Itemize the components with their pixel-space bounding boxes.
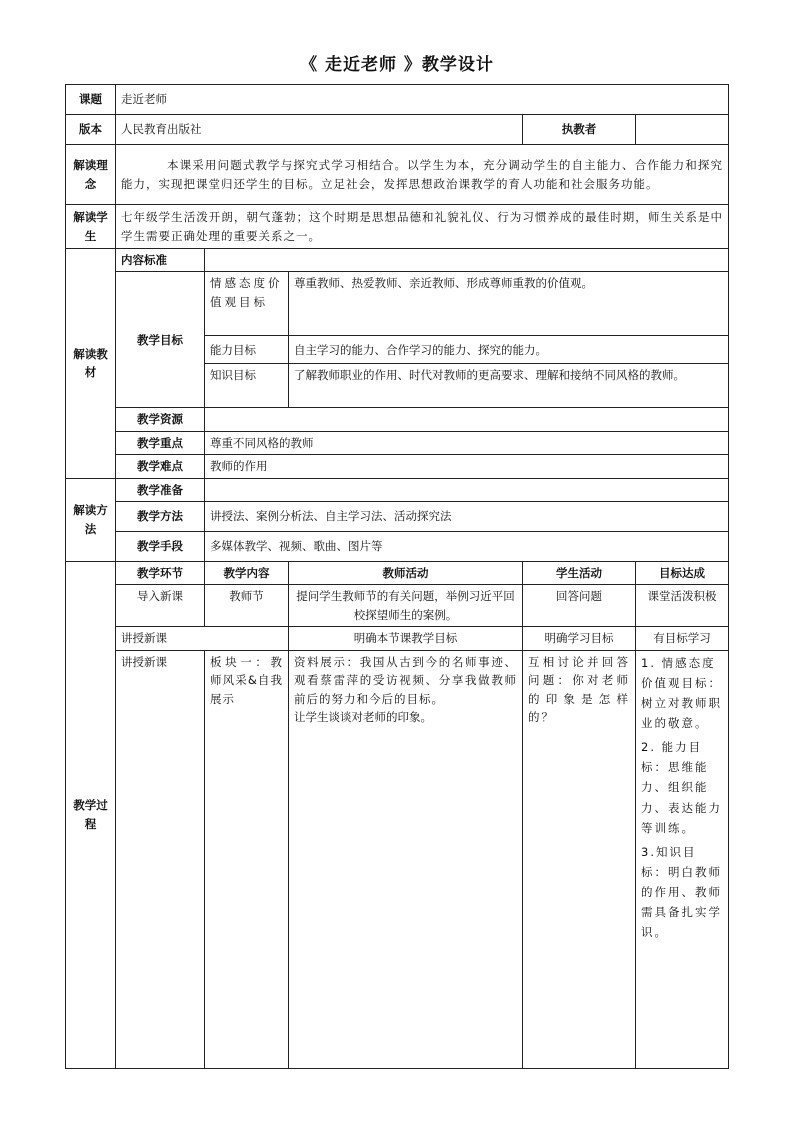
intro-row bbox=[66, 585, 729, 627]
edition-row bbox=[66, 115, 729, 145]
key-point-row bbox=[66, 431, 729, 454]
topic-row bbox=[66, 85, 729, 115]
concept-row bbox=[66, 145, 729, 205]
prep-label: 教学准备 bbox=[116, 478, 205, 501]
topic-label: 课题 bbox=[66, 85, 116, 115]
resources-value bbox=[205, 408, 729, 431]
goal-value-knowledge: 了解教师职业的作用、时代对教师的更高要求、理解和接纳不同风格的教师。 bbox=[289, 364, 729, 408]
goal-name-emotion: 情感态度价值观目标 bbox=[205, 272, 289, 336]
new1-student: 明确学习目标 bbox=[523, 627, 636, 650]
new2-teacher bbox=[289, 650, 523, 1068]
goal-value-ability: 自主学习的能力、合作学习的能力、探究的能力。 bbox=[289, 336, 729, 364]
goal-name-ability: 能力目标 bbox=[205, 336, 289, 364]
new2-goals bbox=[636, 650, 729, 1068]
teacher-label: 执教者 bbox=[523, 115, 636, 145]
header-student: 学生活动 bbox=[523, 561, 636, 584]
teacher-value bbox=[636, 115, 729, 145]
means-value: 多媒体教学、视频、歌曲、图片等 bbox=[205, 531, 729, 561]
new2-teacher-materials: 资料展示：我国从古到今的名师事迹、观看蔡雷萍的受访视频、分享我做教师前后的努力和今后的目标。 bbox=[294, 654, 517, 706]
document-title: 《 走近老师 》教学设计 bbox=[300, 55, 494, 75]
method-value: 讲授法、案例分析法、自主学习法、活动探究法 bbox=[205, 501, 729, 531]
difficulty-label: 教学难点 bbox=[116, 455, 205, 478]
header-teacher: 教师活动 bbox=[289, 561, 523, 584]
intro-teacher: 提问学生教师节的有关问题，举例习近平回校探望师生的案例。 bbox=[289, 585, 523, 627]
new2-stage: 讲授新课 bbox=[116, 650, 205, 1068]
prep-row bbox=[66, 478, 729, 501]
method-row bbox=[66, 501, 729, 531]
edition-value: 人民教育出版社 bbox=[116, 115, 523, 145]
lesson-plan-table bbox=[65, 84, 729, 1069]
students-value: 七年级学生活泼开朗，朝气蓬勃；这个时期是思想品德和礼貌礼仪、行为习惯养成的最佳时期，师生关系是中学生需要正确处理的重要关系之一。 bbox=[116, 205, 729, 249]
new2-student: 互相讨论并回答问题：你对老师的印象是怎样的？ bbox=[523, 650, 636, 1068]
goal-item-ability: 2. 能力目标：思维能力、组织能力、表达能力等训练。 bbox=[641, 740, 722, 835]
materials-label: 解读教材 bbox=[66, 249, 116, 479]
goal-value-emotion: 尊重教师、热爱教师、亲近教师、形成尊师重教的价值观。 bbox=[289, 272, 729, 336]
header-content: 教学内容 bbox=[205, 561, 289, 584]
key-point-value: 尊重不同风格的教师 bbox=[205, 431, 729, 454]
goal-name-knowledge: 知识目标 bbox=[205, 364, 289, 408]
topic-value: 走近老师 bbox=[116, 85, 729, 115]
process-header-row bbox=[66, 561, 729, 584]
intro-student: 回答问题 bbox=[523, 585, 636, 627]
new1-goal: 有目标学习 bbox=[636, 627, 729, 650]
goal-item-knowledge: 3.知识目标：明白教师的作用、教师需具备扎实学识。 bbox=[641, 844, 722, 940]
key-point-label: 教学重点 bbox=[116, 431, 205, 454]
prep-value bbox=[205, 478, 729, 501]
difficulty-value: 教师的作用 bbox=[205, 455, 729, 478]
goal-item-emotion: 1. 情感态度价值观目标：树立对教师职业的敬意。 bbox=[641, 655, 722, 731]
goals-label: 教学目标 bbox=[116, 272, 205, 408]
new2-teacher-prompt: 让学生谈谈对老师的印象。 bbox=[294, 709, 432, 724]
resources-row bbox=[66, 408, 729, 431]
means-label: 教学手段 bbox=[116, 531, 205, 561]
process-label: 教学过程 bbox=[66, 561, 116, 1068]
content-standard-row bbox=[66, 249, 729, 272]
difficulty-row bbox=[66, 455, 729, 478]
content-standard-label: 内容标准 bbox=[116, 249, 205, 272]
method-label: 教学方法 bbox=[116, 501, 205, 531]
header-goal: 目标达成 bbox=[636, 561, 729, 584]
new2-content: 板块一：教师风采&自我展示 bbox=[205, 650, 289, 1068]
header-stage: 教学环节 bbox=[116, 561, 205, 584]
edition-label: 版本 bbox=[66, 115, 116, 145]
concept-label: 解读理念 bbox=[66, 145, 116, 205]
means-row bbox=[66, 531, 729, 561]
new1-teacher: 明确本节课教学目标 bbox=[289, 627, 523, 650]
resources-label: 教学资源 bbox=[116, 408, 205, 431]
methods-label: 解读方法 bbox=[66, 478, 116, 561]
intro-goal: 课堂活泼积极 bbox=[636, 585, 729, 627]
goal-row-emotion bbox=[66, 272, 729, 336]
content-standard-value bbox=[205, 249, 729, 272]
intro-stage: 导入新课 bbox=[116, 585, 205, 627]
students-row bbox=[66, 205, 729, 249]
students-label: 解读学生 bbox=[66, 205, 116, 249]
intro-content: 教师节 bbox=[205, 585, 289, 627]
new-lesson-goal-row bbox=[66, 627, 729, 650]
new1-stage: 讲授新课 bbox=[116, 627, 289, 650]
goals-list bbox=[641, 653, 723, 943]
concept-value: 本课采用问题式教学与探究式学习相结合。以学生为本，充分调动学生的自主能力、合作能力和探究能力，实现把课堂归还学生的目标。立足社会，发挥思想政治课教学的育人功能和社会服务功能。 bbox=[116, 145, 729, 205]
new-lesson-row bbox=[66, 650, 729, 1068]
